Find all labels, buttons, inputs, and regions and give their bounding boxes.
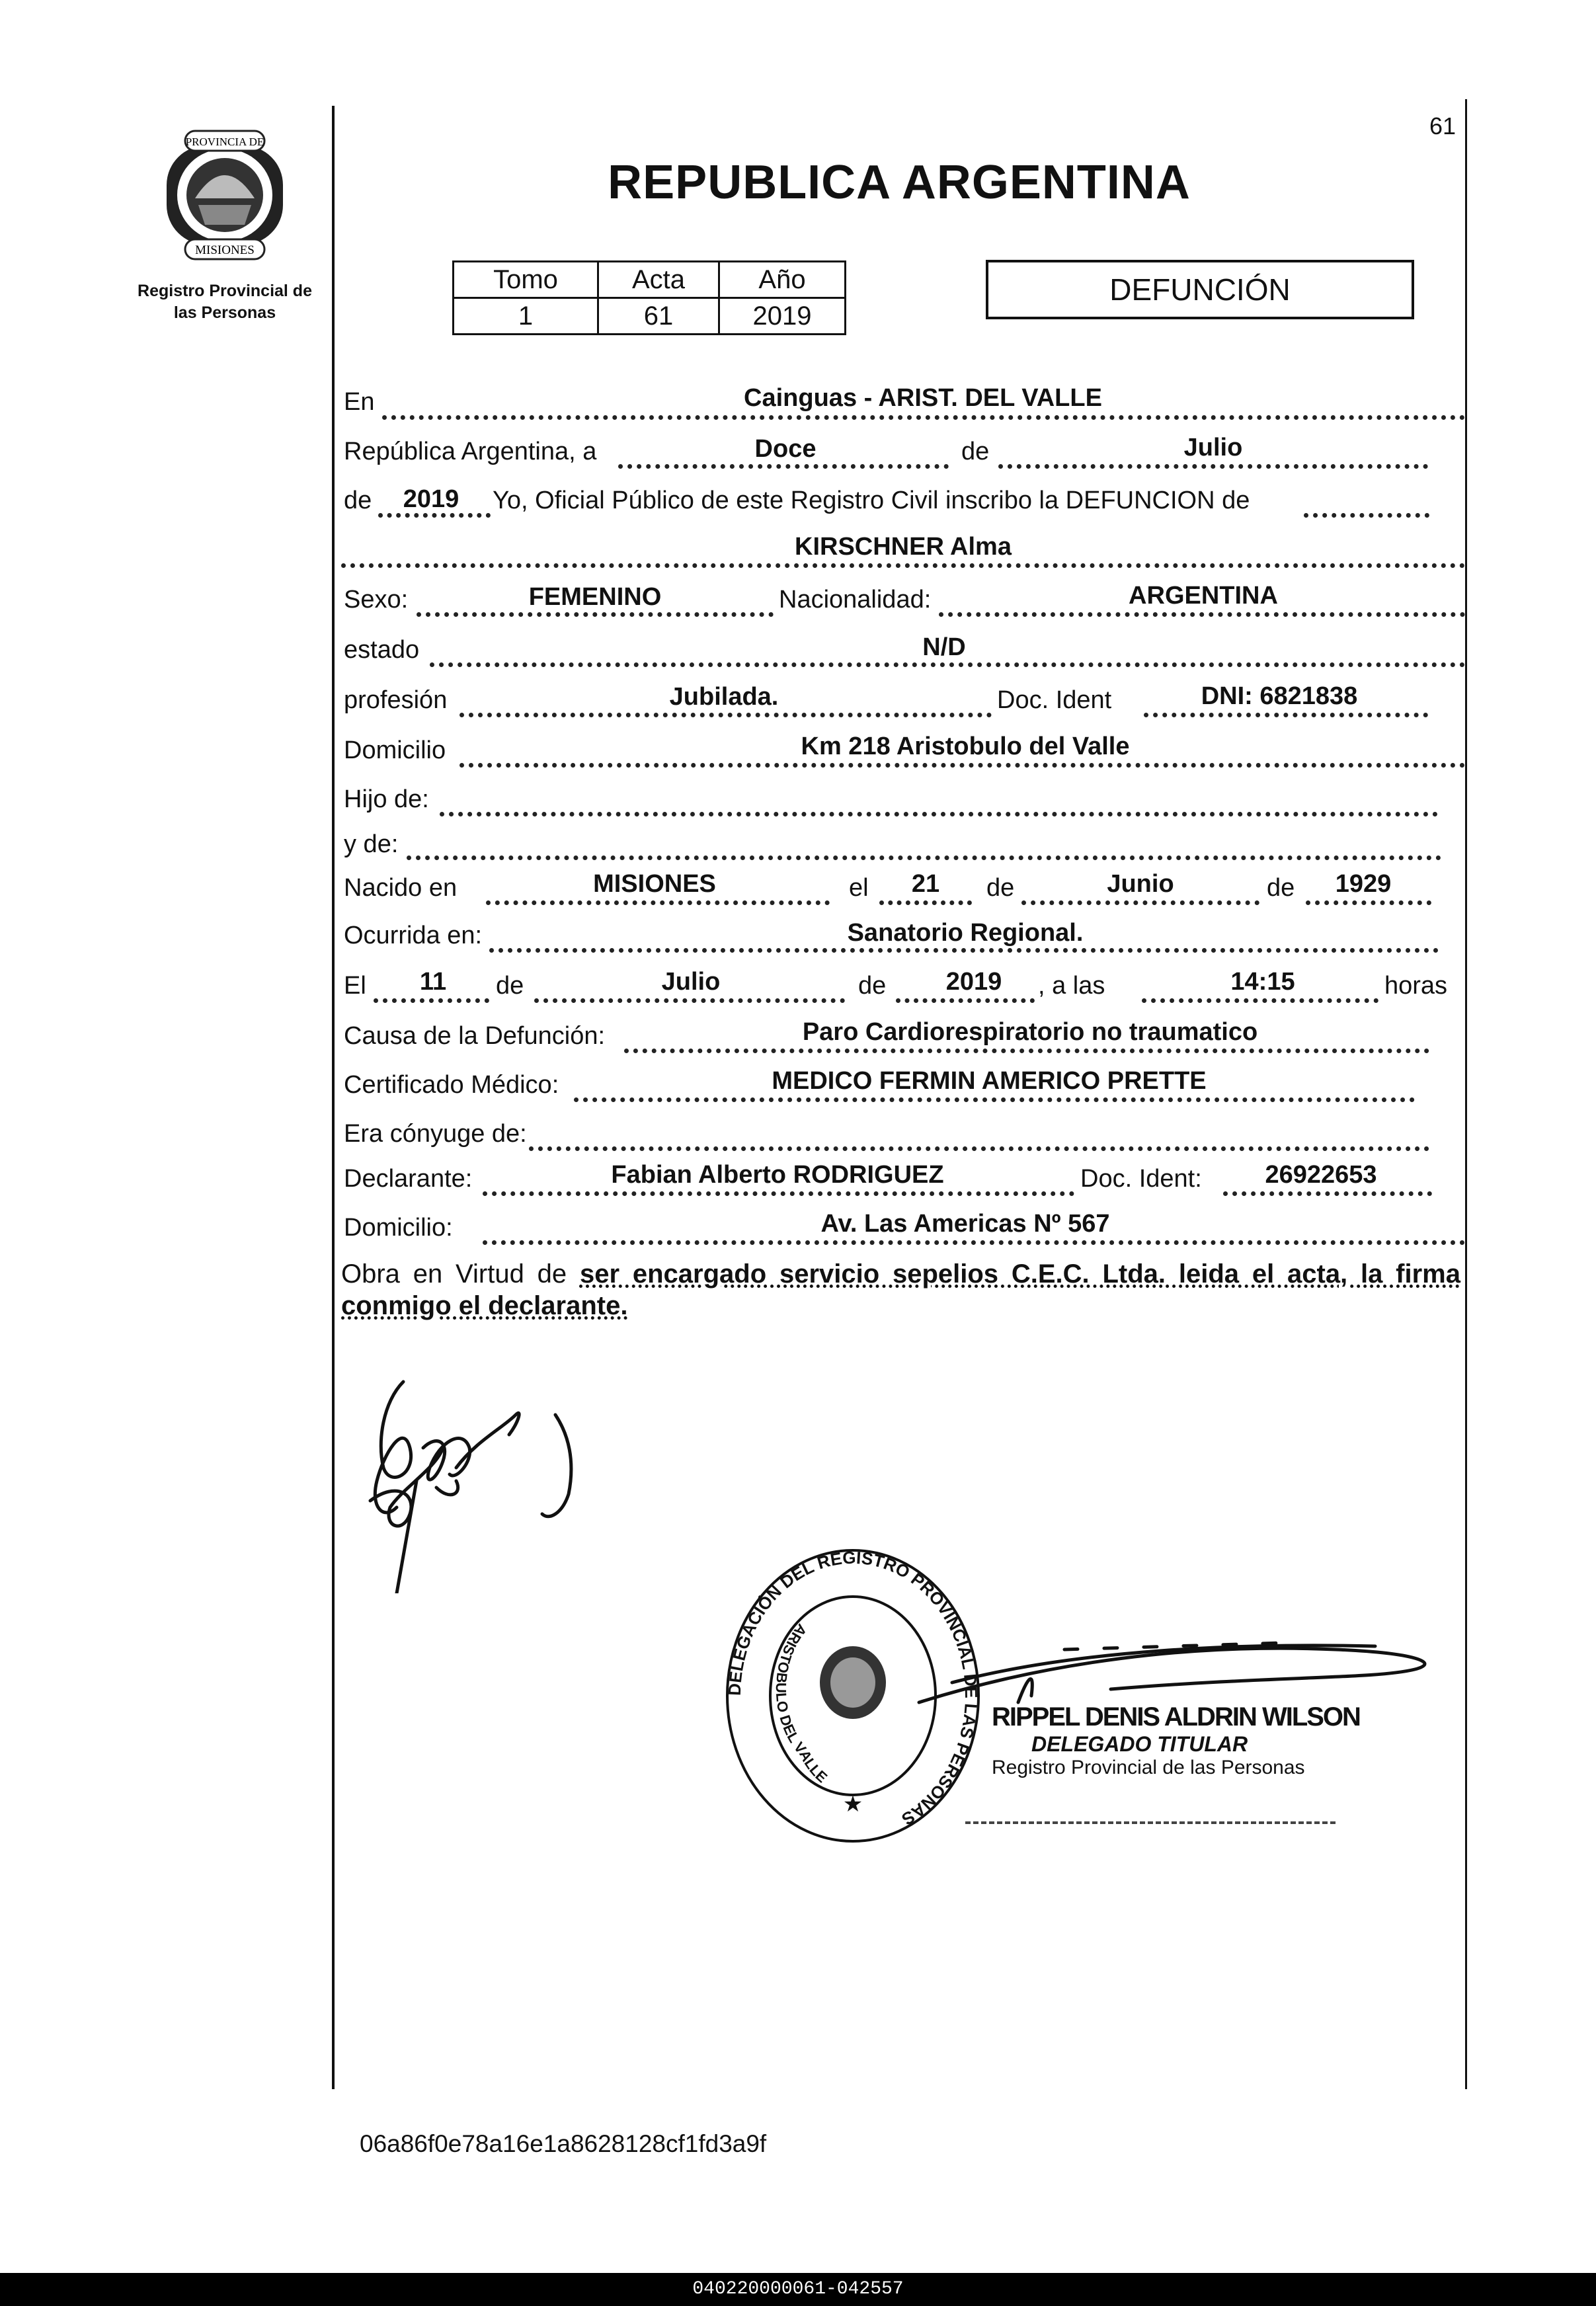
seal-outer-text: DELEGACIÓN DEL REGISTRO PROVINCIAL DE LAS PERSONAS [724,1547,982,1830]
conyuge-line [529,1146,1429,1151]
nacido-line [486,900,830,905]
hijo-label: Hijo de: [344,785,429,813]
sexo-label: Sexo: [344,586,409,614]
decl-doc-line [1223,1191,1432,1196]
certificado-value: MEDICO FERMIN AMERICO PRETTE [772,1067,1207,1095]
record-table [452,260,846,335]
name-line [341,563,1465,568]
profesion-line [459,713,992,717]
estado-label: estado [344,636,420,664]
month-value: Julio [1183,434,1243,461]
ocurrida-line [489,948,1439,953]
obra-paragraph [341,1258,1460,1322]
el-label: el [849,874,869,902]
acta-header: Acta [598,262,719,298]
causa-value: Paro Cardiorespiratorio no traumatico [802,1018,1258,1046]
acta-value: 61 [598,298,719,335]
death-month-line [534,998,845,1003]
estado-line [430,662,1465,667]
en-line [382,415,1465,420]
day-line [618,464,949,469]
declarante-label: Declarante: [344,1165,473,1193]
sexo-value: FEMENINO [528,583,662,611]
birth-year-line [1306,900,1431,905]
registry-line-2: las Personas [173,303,276,322]
death-time-line [1142,998,1378,1003]
death-day-line [374,998,489,1003]
horas-label: horas [1384,972,1448,1000]
death-month: Julio [661,968,721,996]
right-margin-line [1465,99,1467,2089]
seal-inner-text: ARISTOBULO DEL VALLE [772,1620,831,1786]
decl-dom-value: Av. Las Americas Nº 567 [820,1210,1110,1238]
registry-label [126,280,324,323]
signatory-stamp-bottom-line [965,1821,1336,1824]
certificado-line [574,1097,1415,1102]
ocurrida-label: Ocurrida en: [344,922,483,949]
birth-de-1: de [986,874,1015,902]
page-title: REPUBLICA ARGENTINA [608,156,1191,209]
death-de-1: de [496,972,524,1000]
declarante-value: Fabian Alberto RODRIGUEZ [611,1161,944,1189]
causa-label: Causa de la Defunción: [344,1022,606,1050]
deceased-name: KIRSCHNER Alma [795,533,1012,561]
profesion-value: Jubilada. [669,683,779,711]
nacionalidad-value: ARGENTINA [1129,582,1278,610]
hijo-line [440,812,1438,816]
birth-day: 21 [911,870,940,898]
seal-text-top: PROVINCIA DE [185,136,264,148]
tomo-header: Tomo [454,262,598,298]
signatory-org: Registro Provincial de las Personas [992,1757,1305,1778]
profesion-label: profesión [344,686,448,714]
alas-label: , a las [1038,972,1105,1000]
tomo-value: 1 [454,298,598,335]
record-value-row [454,298,846,335]
document-hash: 06a86f0e78a16e1a8628128cf1fd3a9f [360,2130,767,2157]
domicilio-label: Domicilio [344,736,446,764]
signatory-block [992,1702,1362,1779]
signatory-title: DELEGADO TITULAR [1031,1732,1248,1756]
estado-value: N/D [922,633,966,661]
causa-line [624,1049,1429,1053]
year-value: 2019 [403,485,459,513]
birth-day-line [879,900,972,905]
death-el-label: El [344,972,366,1000]
doc-ident-label: Doc. Ident [997,686,1112,714]
domicilio-value: Km 218 Aristobulo del Valle [801,733,1130,760]
en-label: En [344,388,375,416]
document-type-box: DEFUNCIÓN [986,260,1414,319]
nacionalidad-line [939,612,1465,617]
yde-line [407,855,1441,860]
death-year-line [896,998,1035,1003]
birth-de-2: de [1267,874,1295,902]
nacionalidad-label: Nacionalidad: [779,586,932,614]
record-header-row [454,262,846,298]
signatory-name: RIPPEL DENIS ALDRIN WILSON [992,1702,1360,1731]
registry-line-1: Registro Provincial de [138,282,312,300]
declarant-signature [357,1362,582,1593]
doc-ident-value: DNI: 6821838 [1201,682,1358,710]
sexo-line [417,612,774,617]
obra-value: ser encargado servicio sepelios C.E.C. Ltda. leida el acta, la firma conmigo el declarante. [341,1259,1460,1320]
certificado-label: Certificado Médico: [344,1071,559,1099]
decl-doc-value: 26922653 [1265,1161,1377,1189]
decl-doc-label: Doc. Ident: [1080,1165,1202,1193]
nacido-value: MISIONES [593,870,716,898]
death-de-2: de [858,972,887,1000]
inscribo-text: Yo, Oficial Público de este Registro Civil inscribo la DEFUNCION de [493,487,1250,514]
anio-header: Año [719,262,846,298]
year-line [378,513,491,518]
birth-month-line [1021,900,1259,905]
year-de-label: de [344,487,372,514]
doc-ident-line [1144,713,1428,717]
birth-year: 1929 [1335,870,1392,898]
yde-label: y de: [344,830,399,858]
barcode-strip: 040220000061-042557 [0,2273,1596,2306]
declarante-line [483,1191,1074,1196]
domicilio-line [459,763,1465,768]
svg-text:★: ★ [842,1792,863,1817]
en-value: Cainguas - ARIST. DEL VALLE [744,384,1102,412]
decl-dom-label: Domicilio: [344,1214,453,1242]
page-number: 61 [1429,112,1456,139]
conyuge-label: Era cónyuge de: [344,1120,527,1148]
republica-label: República Argentina, a [344,438,597,465]
death-time: 14:15 [1230,968,1295,996]
month-de-label: de [961,438,990,465]
death-day: 11 [419,968,447,996]
seal-text-bottom: MISIONES [195,243,255,257]
anio-value: 2019 [719,298,846,335]
nacido-label: Nacido en [344,874,458,902]
decl-dom-line [483,1240,1465,1245]
ocurrida-value: Sanatorio Regional. [847,919,1084,947]
birth-month: Junio [1107,870,1174,898]
inscribo-line [1304,513,1429,518]
month-line [998,464,1428,469]
day-value: Doce [754,435,817,463]
left-margin-line [332,106,335,2089]
obra-label: Obra en Virtud de [341,1259,567,1289]
death-year: 2019 [945,968,1002,996]
